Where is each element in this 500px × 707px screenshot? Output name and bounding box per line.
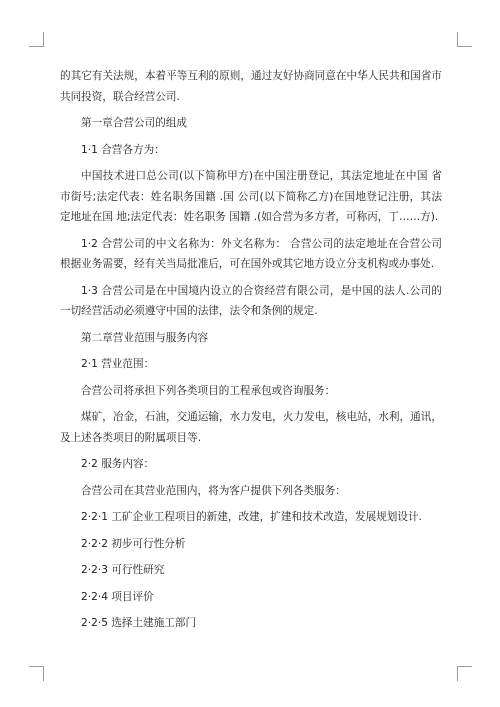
- paragraph-intro-continuation: 的其它有关法规，本着平等互利的原则，通过友好协商同意在中华人民共和国省市共同投资，联合经营公司.: [60, 70, 442, 103]
- list-item-2-2-5: 2·2·5 选择土建施工部门: [81, 617, 197, 629]
- crop-mark-top-right: [457, 32, 472, 47]
- list-item-2-2-3: 2·2·3 可行性研究: [81, 564, 165, 576]
- paragraph-scope-list: 煤矿，冶金，石油，交通运输，水力发电，火力发电，核电站，水利，通讯，及上述各类项目的附属项目等.: [60, 411, 442, 444]
- list-item-2-2-4: 2·2·4 项目评价: [81, 590, 154, 603]
- paragraph-legal-status: 1·3 合营公司是在中国境内设立的合资经营有限公司，是中国的法人.公司的一切经营活动必须遵守中国的法律，法令和条例的规定.: [60, 284, 442, 317]
- chapter-2-heading: 第二章营业范围与服务内容: [81, 331, 209, 344]
- paragraph-parties: 中国技术进口总公司(以下简称甲方)在中国注册登记，其法定地址在中国 省市街号;法定代表：姓名职务国籍 .国 公司(以下简称乙方)在国地登记注册，其法定地址在国 地;法定代表：姓名职务 国籍 .(如合营为多方者，可称丙，丁……方).: [60, 170, 442, 223]
- section-1-1-heading: 1·1 合营各方为：: [81, 143, 165, 156]
- list-item-2-2-1: 2·2·1 工矿企业工程项目的新建，改建，扩建和技术改造，发展规划设计.: [81, 511, 422, 523]
- chapter-1-heading: 第一章合营公司的组成: [81, 117, 187, 129]
- section-2-1-heading: 2·1 营业范围：: [81, 358, 155, 370]
- crop-mark-bottom-left: [29, 666, 44, 681]
- paragraph-scope-intro: 合营公司将承担下列各类项目的工程承包或咨询服务：: [81, 384, 336, 397]
- document-body: [60, 66, 442, 640]
- list-item-2-2-2: 2·2·2 初步可行性分析: [81, 537, 186, 550]
- crop-mark-bottom-right: [457, 666, 472, 681]
- crop-mark-top-left: [29, 32, 44, 47]
- paragraph-company-name: 1·2 合营公司的中文名称为：外文名称为： 合营公司的法定地址在合营公司根据业务需要，经有关当局批准后，可在国外或其它地方设立分支机构或办事处.: [60, 237, 442, 270]
- section-2-2-heading: 2·2 服务内容：: [81, 458, 155, 470]
- paragraph-services-intro: 合营公司在其营业范围内，将为客户提供下列各类服务：: [81, 484, 346, 497]
